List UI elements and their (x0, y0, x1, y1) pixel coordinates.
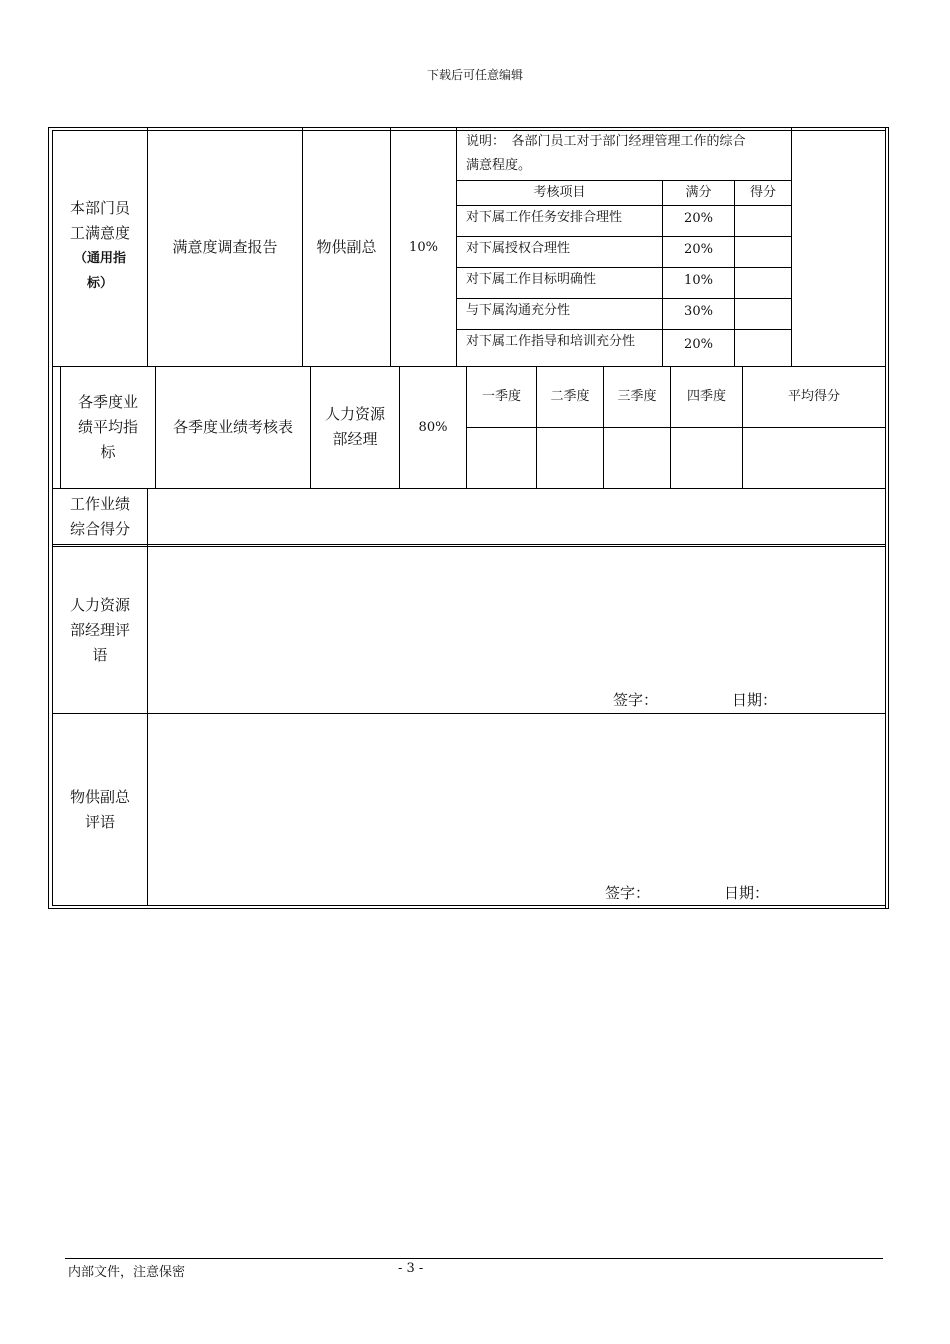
assessor-satisfaction: 物供副总 (316, 237, 377, 256)
subheader-full: 满分 (685, 185, 712, 200)
indicator-satisfaction (53, 196, 147, 296)
item-name: 与下属沟通充分性 (466, 303, 571, 318)
item-name: 对下属工作目标明确性 (466, 272, 597, 287)
indicator-satisfaction-note2: 标） (86, 276, 113, 291)
assessor-quarterly-line1: 人力资源 (324, 405, 385, 423)
footer-page-number: - 3 - (398, 1261, 424, 1276)
item-name: 对下属工作指导和培训充分性 (466, 334, 636, 349)
indicator-quarterly-line3: 标 (100, 442, 116, 461)
indicator-quarterly-line1: 各季度业 (77, 392, 138, 411)
quarter-header: 四季度 (686, 389, 726, 404)
item-full: 30% (684, 304, 713, 319)
weight-quarterly: 80% (418, 420, 448, 435)
subheader-item: 考核项目 (533, 185, 586, 200)
hr-comment-label-line2: 部经理评 (69, 620, 130, 639)
page-header-note: 下载后可任意编辑 (426, 68, 523, 82)
item-name: 对下属工作任务安排合理性 (466, 210, 623, 225)
total-score-label-line2: 综合得分 (69, 520, 130, 538)
weight-satisfaction: 10% (409, 240, 438, 255)
quarter-header: 二季度 (550, 389, 590, 404)
assessor-quarterly-line2: 部经理 (332, 430, 378, 448)
hr-comment-label (53, 592, 147, 668)
subheader-score: 得分 (749, 185, 776, 200)
vp-comment-label (53, 784, 147, 836)
source-quarterly: 各季度业绩考核表 (172, 417, 293, 436)
quarter-header: 三季度 (617, 389, 657, 404)
indicator-quarterly-line2: 绩平均指 (77, 417, 138, 436)
item-name: 对下属授权合理性 (466, 241, 571, 256)
hr-comment-label-line3: 语 (92, 645, 108, 664)
hr-date-label: 日期： (732, 691, 778, 709)
indicator-satisfaction-note1: （通用指 (73, 251, 126, 266)
total-score-label-line1: 工作业绩 (69, 495, 130, 513)
vp-comment-label-line2: 评语 (84, 813, 115, 831)
total-score-label (53, 491, 147, 543)
quarter-header: 一季度 (481, 389, 521, 404)
indicator-satisfaction-line2: 工满意度 (69, 224, 130, 242)
vp-comment-label-line1: 物供副总 (69, 788, 130, 806)
indicator-satisfaction-line1: 本部门员 (69, 199, 130, 217)
hr-sign-label: 签字： (613, 691, 659, 709)
footer-confidential: 内部文件，注意保密 (68, 1265, 186, 1280)
item-full: 20% (684, 211, 713, 226)
hr-comment-label-line1: 人力资源 (69, 595, 130, 614)
item-full: 20% (684, 337, 713, 352)
vp-sign-label: 签字： (605, 884, 651, 902)
description-line1: 说明： 各部门员工对于部门经理管理工作的综合 (466, 134, 746, 149)
average-score-header: 平均得分 (787, 389, 840, 404)
footer-rule (65, 1258, 883, 1259)
indicator-quarterly (61, 389, 155, 465)
vp-date-label: 日期： (724, 884, 770, 902)
item-full: 20% (684, 242, 713, 257)
source-satisfaction: 满意度调查报告 (172, 237, 278, 256)
item-full: 10% (684, 273, 713, 288)
assessor-quarterly (311, 401, 399, 453)
description-line2: 满意程度。 (466, 158, 532, 173)
